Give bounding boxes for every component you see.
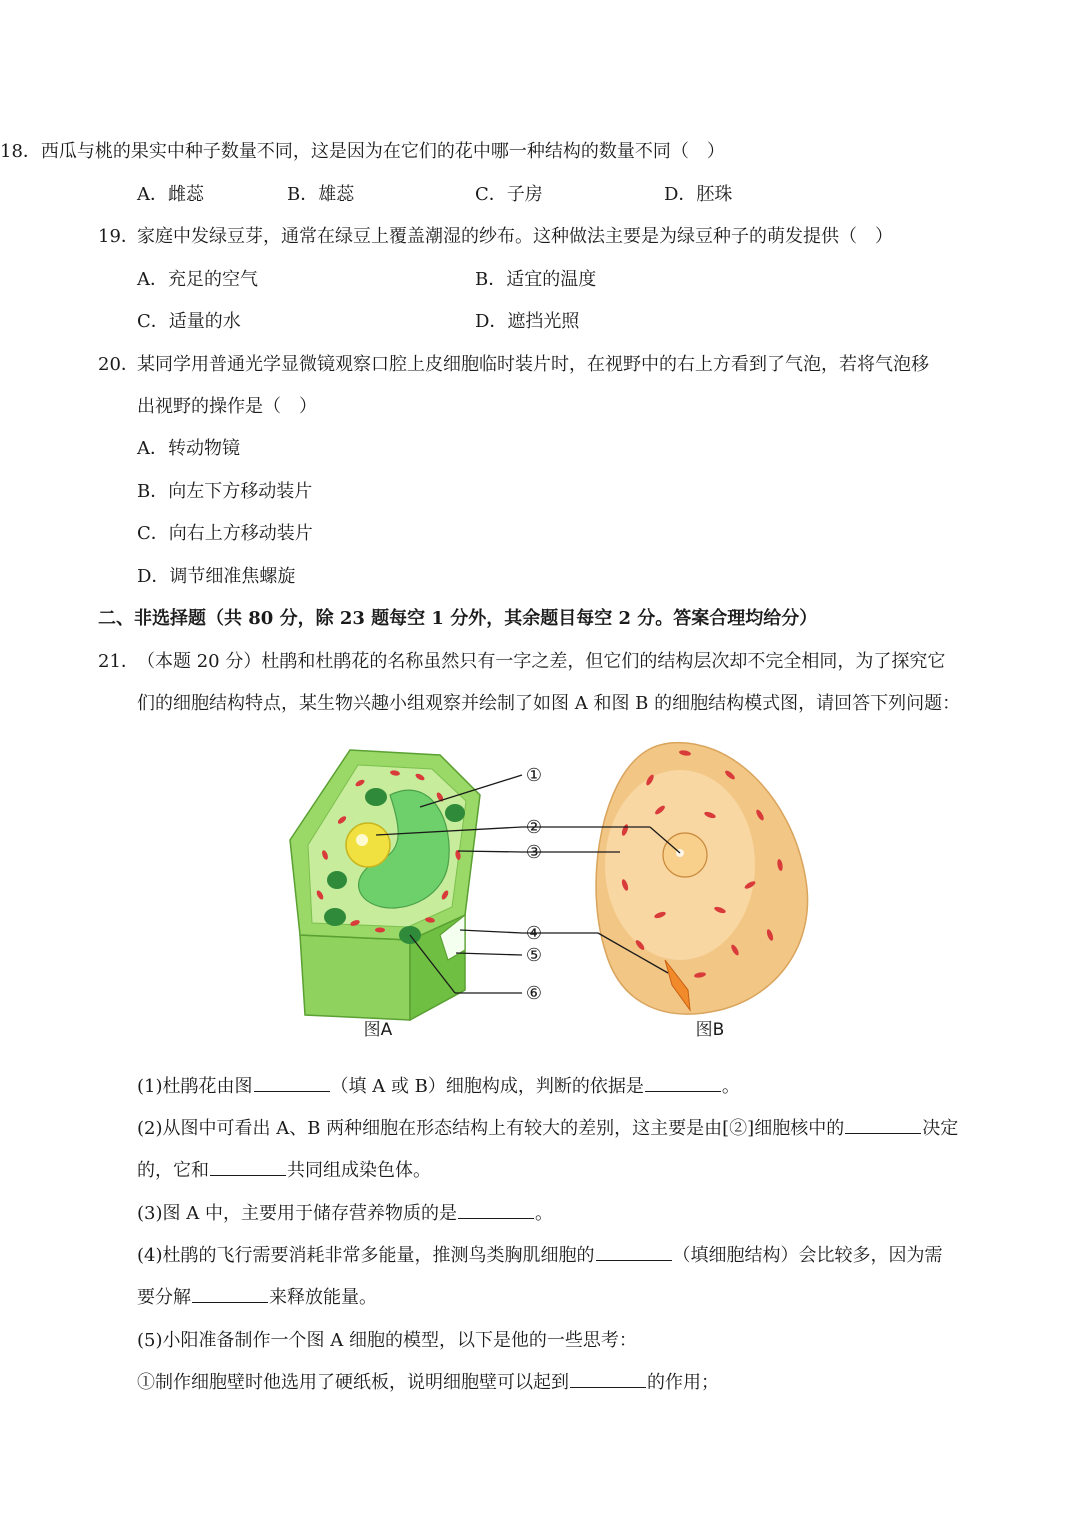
cell-diagram: [280, 735, 820, 1045]
answer-blank[interactable]: [570, 1371, 646, 1388]
label-2: ②: [525, 817, 543, 838]
label-5: ⑤: [525, 945, 543, 966]
section-heading: 二、非选择题（共 80 分，除 23 题每空 1 分外，其余题目每空 2 分。答案合理均给分）: [98, 608, 818, 629]
sub-question-1: [137, 1075, 740, 1099]
sub-question-4: [137, 1244, 943, 1268]
sub-question-3: [137, 1202, 553, 1226]
answer-blank[interactable]: [596, 1244, 672, 1261]
option-a: A．转动物镜: [137, 438, 240, 459]
option-b: B．适宜的温度: [475, 269, 597, 290]
sub-question-text: (1)杜鹃花由图: [137, 1076, 253, 1097]
plant-cell-figure: [290, 750, 480, 1020]
option-d: D．调节细准焦螺旋: [137, 566, 296, 587]
question-text-line-1: 某同学用普通光学显微镜观察口腔上皮细胞临时装片时，在视野中的右上方看到了气泡，若将气泡移: [137, 354, 929, 375]
option-a: A．雌蕊: [137, 184, 204, 205]
label-1: ①: [525, 765, 543, 786]
figure-labels: [526, 765, 542, 1004]
sub-question-text: 。: [534, 1203, 553, 1224]
sub-question-text: (5)小阳准备制作一个图 A 细胞的模型，以下是他的一些思考：: [137, 1330, 637, 1351]
sub-question-text: (2)从图中可看出 A、B 两种细胞在形态结构上有较大的差别，这主要是由[②]细胞核中的: [137, 1118, 845, 1139]
sub-question-text: 决定: [922, 1118, 959, 1139]
answer-blank[interactable]: [210, 1159, 286, 1176]
sub-question-text: 来释放能量。: [269, 1287, 377, 1308]
label-6: ⑥: [525, 983, 543, 1004]
sub-question-text: ①制作细胞壁时他选用了硬纸板，说明细胞壁可以起到: [137, 1372, 569, 1393]
question-18: [0, 140, 725, 164]
option-b: B．雄蕊: [287, 184, 355, 205]
sub-question-text: 共同组成染色体。: [287, 1160, 431, 1181]
sub-question-4-cont: [137, 1286, 377, 1310]
sub-question-text: 要分解: [137, 1287, 191, 1308]
question-text: 家庭中发绿豆芽，通常在绿豆上覆盖潮湿的纱布。这种做法主要是为绿豆种子的萌发提供（ ）: [137, 226, 893, 247]
option-b: B．向左下方移动装片: [137, 481, 313, 502]
question-number: 19．: [98, 226, 139, 247]
sub-question-2: [137, 1117, 958, 1141]
sub-question-text: 的作用；: [647, 1372, 719, 1393]
answer-blank[interactable]: [458, 1202, 534, 1219]
question-text: 西瓜与桃的果实中种子数量不同，这是因为在它们的花中哪一种结构的数量不同（ ）: [40, 141, 725, 162]
label-4: ④: [525, 923, 543, 944]
animal-cell-figure: [596, 743, 808, 1014]
answer-blank[interactable]: [845, 1117, 921, 1134]
question-number: 21．: [98, 651, 139, 672]
sub-question-5: [137, 1329, 637, 1353]
sub-question-text: (4)杜鹃的飞行需要消耗非常多能量，推测鸟类胸肌细胞的: [137, 1245, 595, 1266]
question-text-line-2: 出视野的操作是（ ）: [137, 396, 317, 417]
question-intro-line-1: （本题 20 分）杜鹃和杜鹃花的名称虽然只有一字之差，但它们的结构层次却不完全相同，为了探究它: [137, 651, 946, 672]
option-d: D．胚珠: [664, 184, 733, 205]
sub-question-2-cont: [137, 1159, 431, 1183]
sub-question-5-1: [137, 1371, 719, 1395]
sub-question-text: 。: [721, 1076, 740, 1097]
question-intro-line-2: 们的细胞结构特点，某生物兴趣小组观察并绘制了如图 A 和图 B 的细胞结构模式图，请回答下列问题：: [137, 693, 961, 714]
question-number: 18．: [0, 141, 41, 162]
option-d: D．遮挡光照: [475, 311, 580, 332]
option-c: C．适量的水: [137, 311, 241, 332]
label-3: ③: [525, 842, 543, 863]
answer-blank[interactable]: [645, 1075, 721, 1092]
sub-question-text: （填细胞结构）会比较多，因为需: [672, 1245, 943, 1266]
sub-question-text: (3)图 A 中，主要用于储存营养物质的是: [137, 1203, 457, 1224]
caption-b: 图B: [695, 1020, 725, 1040]
option-a: A．充足的空气: [137, 269, 258, 290]
caption-a: 图A: [363, 1020, 393, 1040]
answer-blank[interactable]: [254, 1075, 330, 1092]
sub-question-text: （填 A 或 B）细胞构成，判断的依据是: [330, 1076, 644, 1097]
option-c: C．子房: [475, 184, 543, 205]
answer-blank[interactable]: [192, 1286, 268, 1303]
sub-question-text: 的，它和: [137, 1160, 209, 1181]
option-c: C．向右上方移动装片: [137, 523, 313, 544]
question-number: 20．: [98, 354, 139, 375]
